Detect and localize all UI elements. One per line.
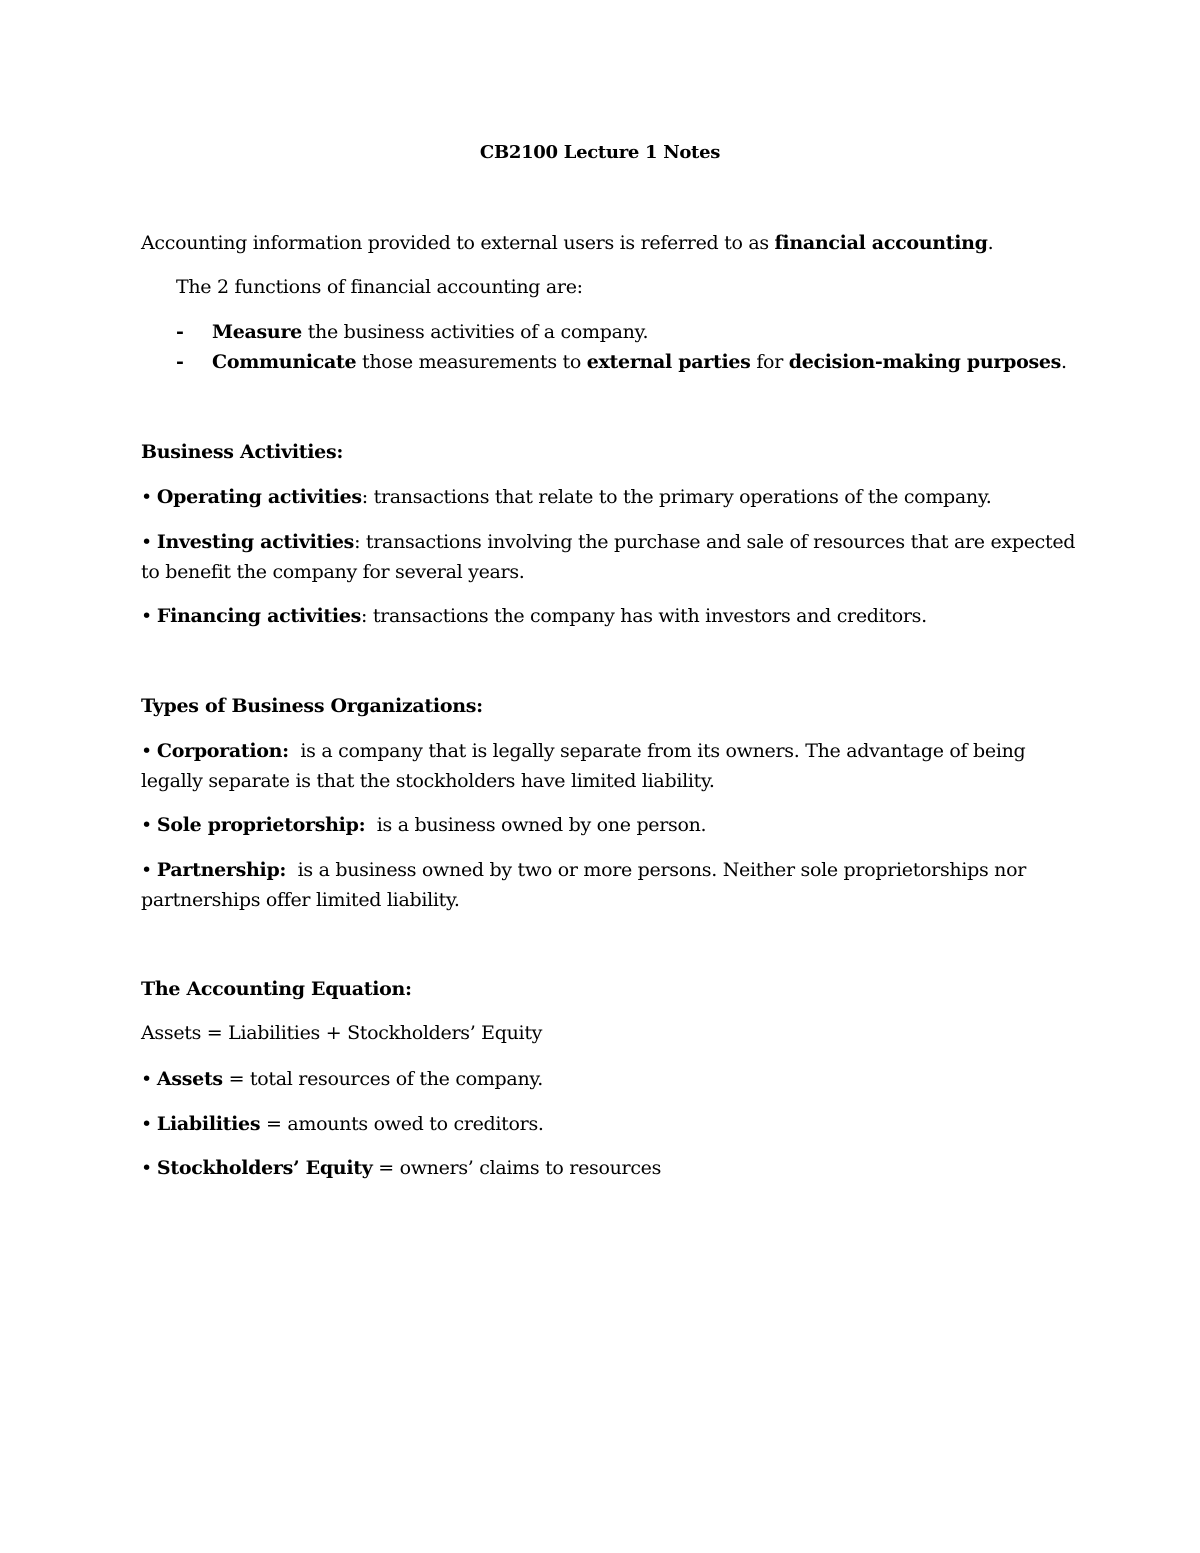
function-text: the business activities of a company. bbox=[301, 321, 649, 343]
function-term: Measure bbox=[212, 321, 302, 343]
list-text: : transactions the company has with investors and creditors. bbox=[360, 605, 927, 627]
list-item-investing bbox=[141, 528, 1075, 557]
intro-term: financial accounting bbox=[774, 232, 988, 254]
list-item-liabilities bbox=[141, 1110, 544, 1139]
list-item-partnership-continued: partnerships offer limited liability. bbox=[141, 889, 460, 911]
dash-marker: - bbox=[176, 351, 184, 373]
list-item-stockholders-equity bbox=[141, 1154, 661, 1183]
bullet: • bbox=[141, 486, 152, 508]
list-item-corporation bbox=[141, 737, 1025, 766]
list-text: : transactions that relate to the primary operations of the company. bbox=[361, 486, 992, 508]
function-text: those measurements to bbox=[356, 351, 587, 373]
section-heading-organizations: Types of Business Organizations: bbox=[141, 695, 483, 717]
bullet: • bbox=[141, 859, 152, 881]
list-term: Investing activities bbox=[156, 531, 355, 553]
list-text: is a business owned by one person. bbox=[365, 814, 707, 836]
dash-marker: - bbox=[176, 321, 184, 343]
list-item-operating bbox=[141, 483, 992, 512]
list-term: Corporation: bbox=[156, 740, 289, 762]
list-term: Assets bbox=[156, 1068, 223, 1090]
intro-paragraph bbox=[141, 229, 993, 258]
bullet: • bbox=[141, 1068, 152, 1090]
list-term: Sole proprietorship: bbox=[156, 814, 366, 836]
equation-formula: Assets = Liabilities + Stockholders’ Equity bbox=[141, 1022, 543, 1044]
function-text-2: for bbox=[750, 351, 789, 373]
section-heading-equation: The Accounting Equation: bbox=[141, 978, 412, 1000]
function-text-3: . bbox=[1061, 351, 1067, 373]
function-term: Communicate bbox=[212, 351, 357, 373]
bullet: • bbox=[141, 814, 152, 836]
list-text: = owners’ claims to resources bbox=[372, 1157, 662, 1179]
list-text: : transactions involving the purchase and sale of resources that are expected bbox=[354, 531, 1076, 553]
list-term: Liabilities bbox=[156, 1113, 261, 1135]
list-item-corporation-continued: legally separate is that the stockholders have limited liability. bbox=[141, 770, 715, 792]
list-term: Financing activities bbox=[156, 605, 361, 627]
function-term-3: decision-making purposes bbox=[788, 351, 1062, 373]
list-term: Operating activities bbox=[156, 486, 362, 508]
list-item-assets bbox=[141, 1065, 543, 1094]
list-text: = amounts owed to creditors. bbox=[260, 1113, 544, 1135]
bullet: • bbox=[141, 1157, 152, 1179]
function-term-2: external parties bbox=[586, 351, 751, 373]
section-heading-business-activities: Business Activities: bbox=[141, 441, 344, 463]
list-item-financing bbox=[141, 602, 927, 631]
intro-text: Accounting information provided to external users is referred to as bbox=[141, 232, 775, 254]
bullet: • bbox=[141, 605, 152, 627]
list-item-sole-proprietorship bbox=[141, 811, 706, 840]
functions-lead: The 2 functions of financial accounting are: bbox=[176, 276, 583, 298]
list-item-partnership bbox=[141, 856, 1026, 885]
function-item-communicate bbox=[176, 348, 1067, 377]
list-text: is a company that is legally separate from its owners. The advantage of being bbox=[288, 740, 1026, 762]
bullet: • bbox=[141, 1113, 152, 1135]
list-term: Partnership: bbox=[156, 859, 287, 881]
page-title: CB2100 Lecture 1 Notes bbox=[479, 142, 721, 163]
list-text: = total resources of the company. bbox=[222, 1068, 544, 1090]
bullet: • bbox=[141, 531, 152, 553]
intro-end: . bbox=[987, 232, 994, 254]
bullet: • bbox=[141, 740, 152, 762]
list-item-investing-continued: to benefit the company for several years. bbox=[141, 561, 525, 583]
list-term: Stockholders’ Equity bbox=[156, 1157, 373, 1179]
function-item-measure bbox=[176, 318, 648, 347]
list-text: is a business owned by two or more persons. Neither sole proprietorships nor bbox=[286, 859, 1027, 881]
